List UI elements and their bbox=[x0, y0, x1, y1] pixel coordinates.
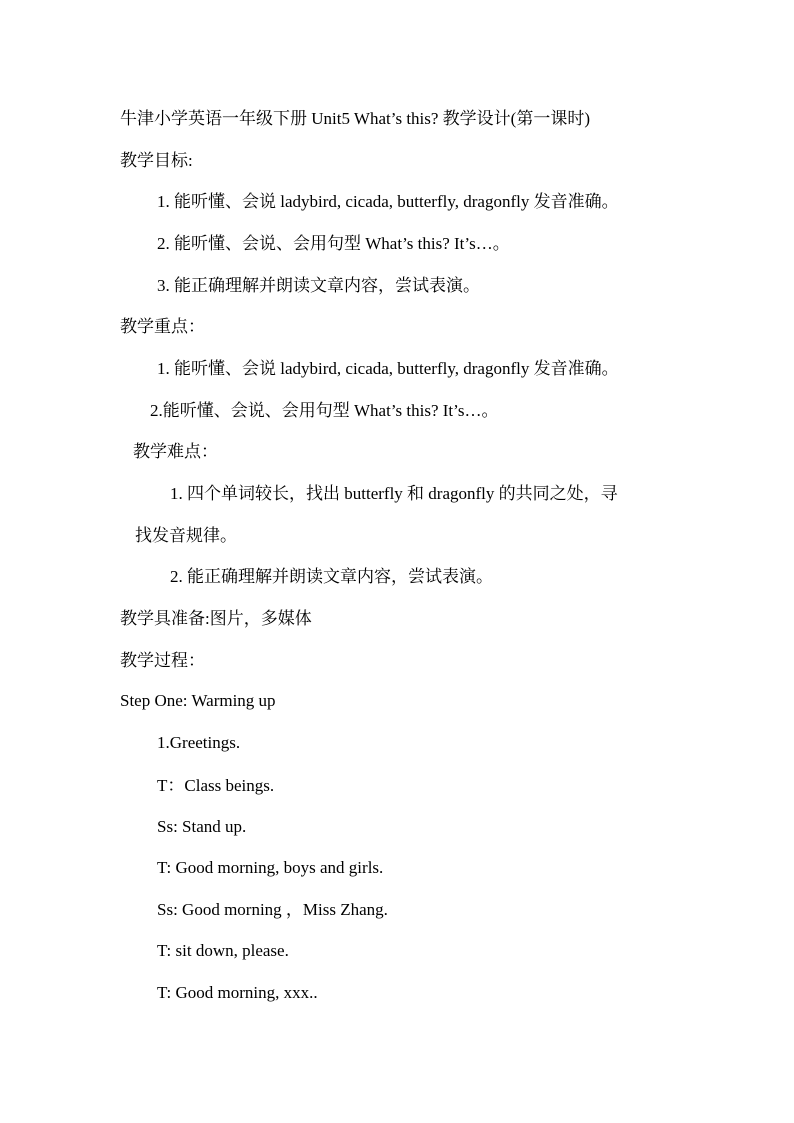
dialogue-line: T: sit down, please. bbox=[157, 941, 289, 960]
preparation-line: 教学具准备:图片，多媒体 bbox=[120, 609, 312, 628]
difficulty-item-line: 找发音规律。 bbox=[135, 526, 237, 545]
dialogue-line: Ss: Good morning ，Miss Zhang. bbox=[157, 900, 388, 919]
key-points-heading: 教学重点： bbox=[120, 317, 205, 336]
dialogue-line: T：Class beings. bbox=[157, 776, 275, 795]
key-point-item: 1. 能听懂、会说 ladybird, cicada, butterfly, dragonfly 发音准确。 bbox=[157, 359, 619, 378]
step-heading: Step One: Warming up bbox=[120, 691, 276, 710]
difficulty-item: 2. 能正确理解并朗读文章内容，尝试表演。 bbox=[170, 567, 493, 586]
dialogue-line: Ss: Stand up. bbox=[157, 817, 247, 836]
objective-item: 2. 能听懂、会说、会用句型 What’s this? It’s…。 bbox=[157, 234, 510, 253]
difficulties-heading: 教学难点： bbox=[133, 442, 218, 461]
dialogue-line: T: Good morning, boys and girls. bbox=[157, 858, 384, 877]
process-heading: 教学过程： bbox=[120, 651, 205, 670]
difficulty-item-line: 1. 四个单词较长，找出 butterfly 和 dragonfly 的共同之处，寻 bbox=[170, 484, 618, 503]
dialogue-line: T: Good morning, xxx.. bbox=[157, 983, 318, 1002]
document-title: 牛津小学英语一年级下册 Unit5 What’s this? 教学设计(第一课时) bbox=[120, 109, 590, 128]
objectives-heading: 教学目标: bbox=[120, 151, 193, 170]
greetings-line: 1.Greetings. bbox=[157, 733, 241, 752]
objective-item: 3. 能正确理解并朗读文章内容，尝试表演。 bbox=[157, 276, 480, 295]
key-point-item: 2.能听懂、会说、会用句型 What’s this? It’s…。 bbox=[150, 401, 499, 420]
objective-item: 1. 能听懂、会说 ladybird, cicada, butterfly, dragonfly 发音准确。 bbox=[157, 192, 619, 211]
